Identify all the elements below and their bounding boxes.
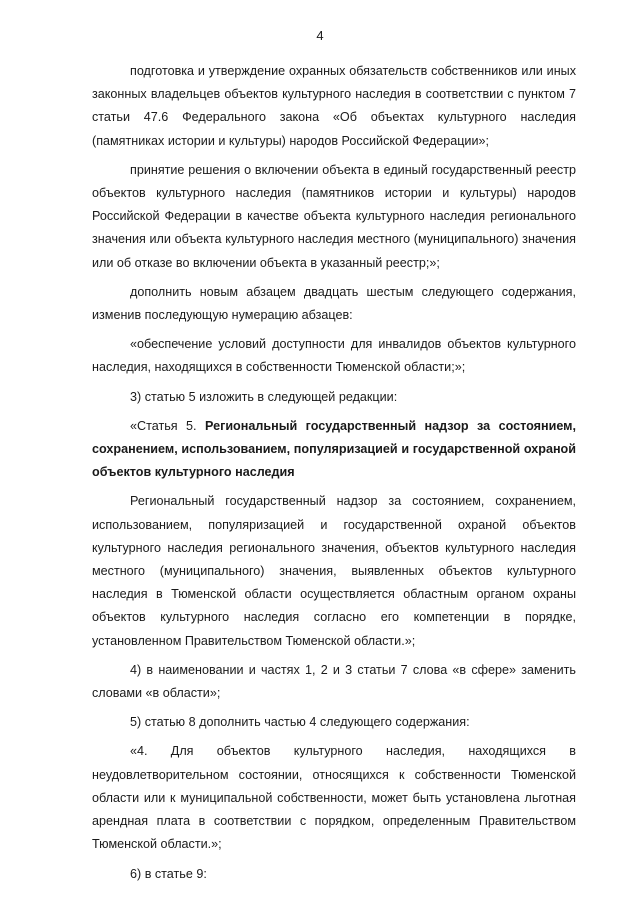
paragraph-accessibility: «обеспечение условий доступности для инвалидов объектов культурного наследия, находящихся в собственности Тюменской области;»; <box>92 337 576 375</box>
article-5-heading <box>92 415 576 485</box>
paragraph-add-subparagraph: дополнить новым абзацем двадцать шестым следующего содержания, изменив последующую нумерацию абзацев: <box>92 284 576 323</box>
paragraph-item-6: 6) в статье 9: <box>130 866 207 881</box>
article-5-prefix: «Статья 5. <box>130 418 205 433</box>
paragraph-item-3: 3) статью 5 изложить в следующей редакции: <box>130 389 398 404</box>
paragraph-item-4: 4) в наименовании и частях 1, 2 и 3 статьи 7 слова «в сфере» заменить словами «в области»; <box>92 662 576 701</box>
article-5-title: Региональный государственный надзор за состоянием, сохранением, использованием, популяризацией и государственной охраной объектов культурного наследия <box>92 418 577 480</box>
page-number: 4 <box>316 28 324 43</box>
paragraph-item-5: 5) статью 8 дополнить частью 4 следующего содержания: <box>130 715 470 730</box>
article-5-body: Региональный государственный надзор за состоянием, сохранением, использованием, популяризацией и государственной охраной объектов культурного наследия регионального значения, объектов культурного наследия местного (муниципального) значения, выявленных объектов культурного наследия в Тюменской области осуществляется областным органом охраны объектов культурного наследия согласно его компетенции в порядке, установленном Правительством Тюменской области.»; <box>92 494 576 648</box>
paragraph-part-4: «4. Для объектов культурного наследия, находящихся в неудовлетворительном состоянии, относящихся к собственности Тюменской области или к муниципальной собственности, может быть установлена льготная арендная плата в соответствии с порядком, определенным Правительством Тюменской области.»; <box>92 744 576 852</box>
paragraph-protection-obligations: подготовка и утверждение охранных обязательств собственников или иных законных владельцев объектов культурного наследия в соответствии с пунктом 7 статьи 47.6 Федерального закона «Об объектах культурного наследия (памятниках истории и культуры) народов Российской Федерации»; <box>92 64 576 148</box>
document-body <box>92 60 576 886</box>
paragraph-register-decision: принятие решения о включении объекта в единый государственный реестр объектов культурного наследия (памятников истории и культуры) народов Российской Федерации в качестве объекта культурного наследия регионального значения или объекта культурного наследия местного (муниципального) значения или об отказе во включении объекта в указанный реестр;»; <box>92 162 576 270</box>
